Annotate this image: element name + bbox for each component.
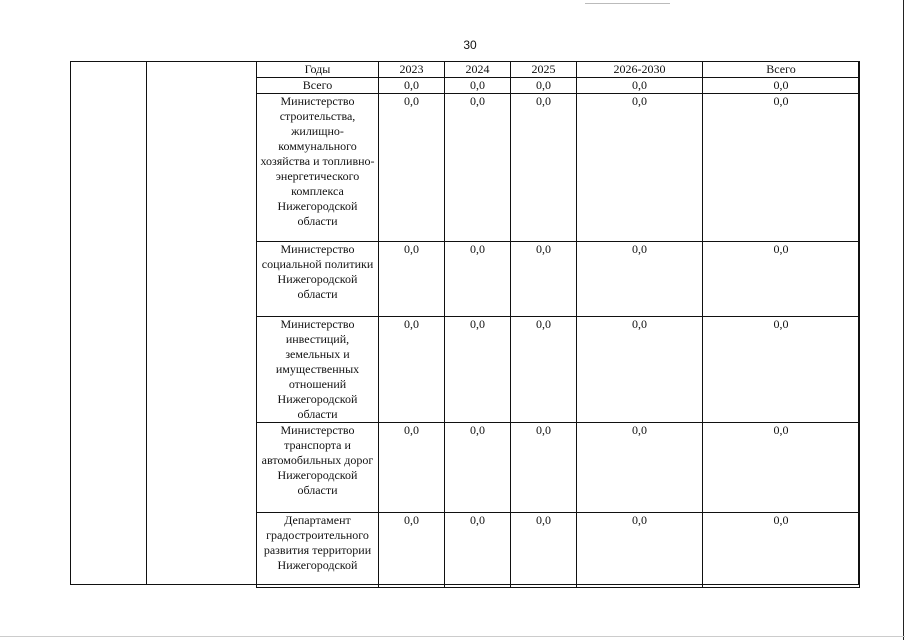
row-label: Министерство строительства, жилищно-коммунального хозяйства и топливно-энергетического комплекса Нижегородской области	[257, 94, 379, 242]
table-row	[257, 423, 860, 513]
cell-value: 0,0	[445, 317, 511, 423]
cell-value: 0,0	[445, 242, 511, 317]
cell-value: 0,0	[511, 423, 577, 513]
header-2025: 2025	[511, 62, 577, 78]
cell-value: 0,0	[511, 78, 577, 94]
cell-value: 0,0	[379, 423, 445, 513]
cell-value: 0,0	[379, 78, 445, 94]
cell-value: 0,0	[445, 94, 511, 242]
scan-edge-right	[903, 0, 904, 640]
row-label: Министерство инвестиций, земельных и имущественных отношений Нижегородской области	[257, 317, 379, 423]
header-total: Всего	[703, 62, 860, 78]
cell-value: 0,0	[379, 317, 445, 423]
cell-value: 0,0	[703, 317, 860, 423]
cell-value: 0,0	[703, 423, 860, 513]
cell-value: 0,0	[577, 94, 703, 242]
cell-value: 0,0	[703, 242, 860, 317]
cell-value: 0,0	[511, 317, 577, 423]
cell-value: 0,0	[379, 513, 445, 588]
table-row	[257, 242, 860, 317]
scan-edge-bottom	[0, 636, 905, 637]
cell-value: 0,0	[379, 242, 445, 317]
cell-value: 0,0	[511, 513, 577, 588]
header-2024: 2024	[445, 62, 511, 78]
header-years: Годы	[257, 62, 379, 78]
cell-value: 0,0	[577, 78, 703, 94]
row-label: Департамент градостроительного развития территории Нижегородской	[257, 513, 379, 588]
cell-value: 0,0	[445, 423, 511, 513]
budget-table	[256, 61, 860, 588]
table-row	[257, 513, 860, 588]
header-2023: 2023	[379, 62, 445, 78]
cell-value: 0,0	[379, 94, 445, 242]
cell-value: 0,0	[703, 94, 860, 242]
cell-value: 0,0	[577, 423, 703, 513]
row-label: Министерство транспорта и автомобильных дорог Нижегородской области	[257, 423, 379, 513]
cell-value: 0,0	[577, 513, 703, 588]
cell-value: 0,0	[511, 242, 577, 317]
table-row	[257, 94, 860, 242]
table-row	[257, 317, 860, 423]
row-label: Министерство социальной политики Нижегородской области	[257, 242, 379, 317]
cell-value: 0,0	[703, 78, 860, 94]
cell-value: 0,0	[703, 513, 860, 588]
scan-edge-top	[585, 3, 670, 4]
cell-value: 0,0	[577, 242, 703, 317]
cell-value: 0,0	[577, 317, 703, 423]
row-label: Всего	[257, 78, 379, 94]
cell-value: 0,0	[511, 94, 577, 242]
table-header-row	[257, 62, 860, 78]
cell-value: 0,0	[445, 78, 511, 94]
empty-column-divider	[146, 61, 147, 585]
cell-value: 0,0	[445, 513, 511, 588]
table-row	[257, 78, 860, 94]
page-number: 30	[463, 38, 477, 52]
header-2026-2030: 2026-2030	[577, 62, 703, 78]
